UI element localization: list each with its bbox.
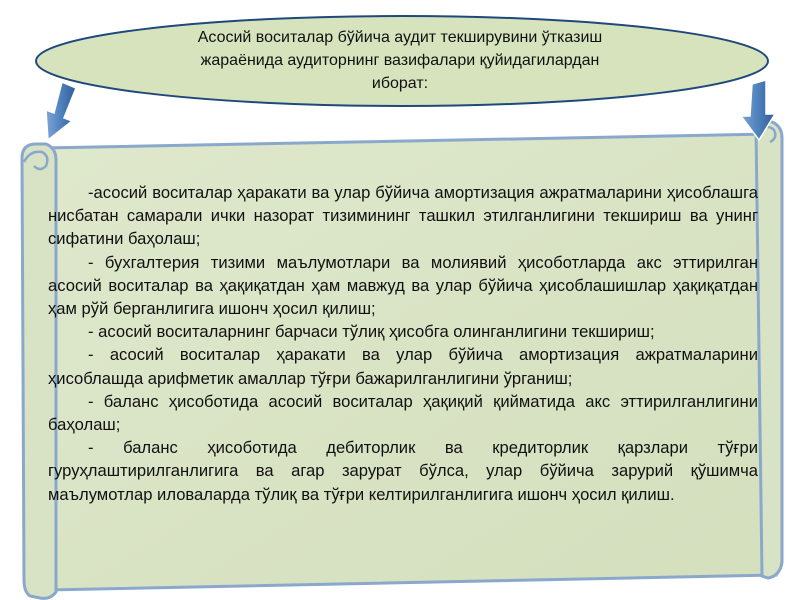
scroll-right-roll	[756, 122, 782, 578]
task-item-4: - асосий воситалар ҳаракати ва улар бўйича амортизация ажратмаларини ҳисоблашда арифметик амаллар тўғри бажарилганлигини ўрганиш;	[48, 345, 758, 388]
task-item-5: - баланс ҳисоботида асосий воситалар ҳақиқий қийматида акс эттирилганлигини баҳолаш;	[48, 391, 758, 435]
task-item-1: -асосий воситалар ҳаракати ва улар бўйича амортизация ажратмаларини ҳисоблашга нисбатан самарали ички назорат тизимининг ташкил этилганлигини текшириш ва унинг сифатини баҳолаш;	[48, 183, 758, 249]
header-text	[150, 26, 650, 95]
task-item-2: - бухгалтерия тизими маълумотлари ва молиявий ҳисоботларда акс эттирилган асосий воситалар ва ҳақиқатдан ҳам мавжуд ва улар бўйича ҳисоблашишлар ҳақиқатдан ҳам рўй берганлигига ишонч ҳосил қилиш;	[48, 252, 758, 319]
header-line-1: Асосий воситалар бўйича аудит текширувини ўтказиш	[197, 29, 603, 46]
header-line-2: жараёнида аудиторнинг вазифалари қуйидагилардан	[200, 52, 600, 69]
task-item-3: - асосий воситаларнинг барчаси тўлиқ ҳисобга олинганлигини текшириш;	[88, 322, 655, 342]
left-down-arrow-icon	[46, 82, 76, 140]
task-list	[48, 181, 758, 506]
task-item-6: - баланс ҳисоботида дебиторлик ва кредиторлик қарзлари тўғри гуруҳлаштирилганлигига ва агар зарурат бўлса, улар бўйича зарурий қўшимча маълумотлар иловаларда тўлиқ ва тўғри келтирилганлигига ишонч ҳосил қилиш.	[48, 438, 758, 504]
header-line-3: иборат:	[371, 75, 429, 92]
